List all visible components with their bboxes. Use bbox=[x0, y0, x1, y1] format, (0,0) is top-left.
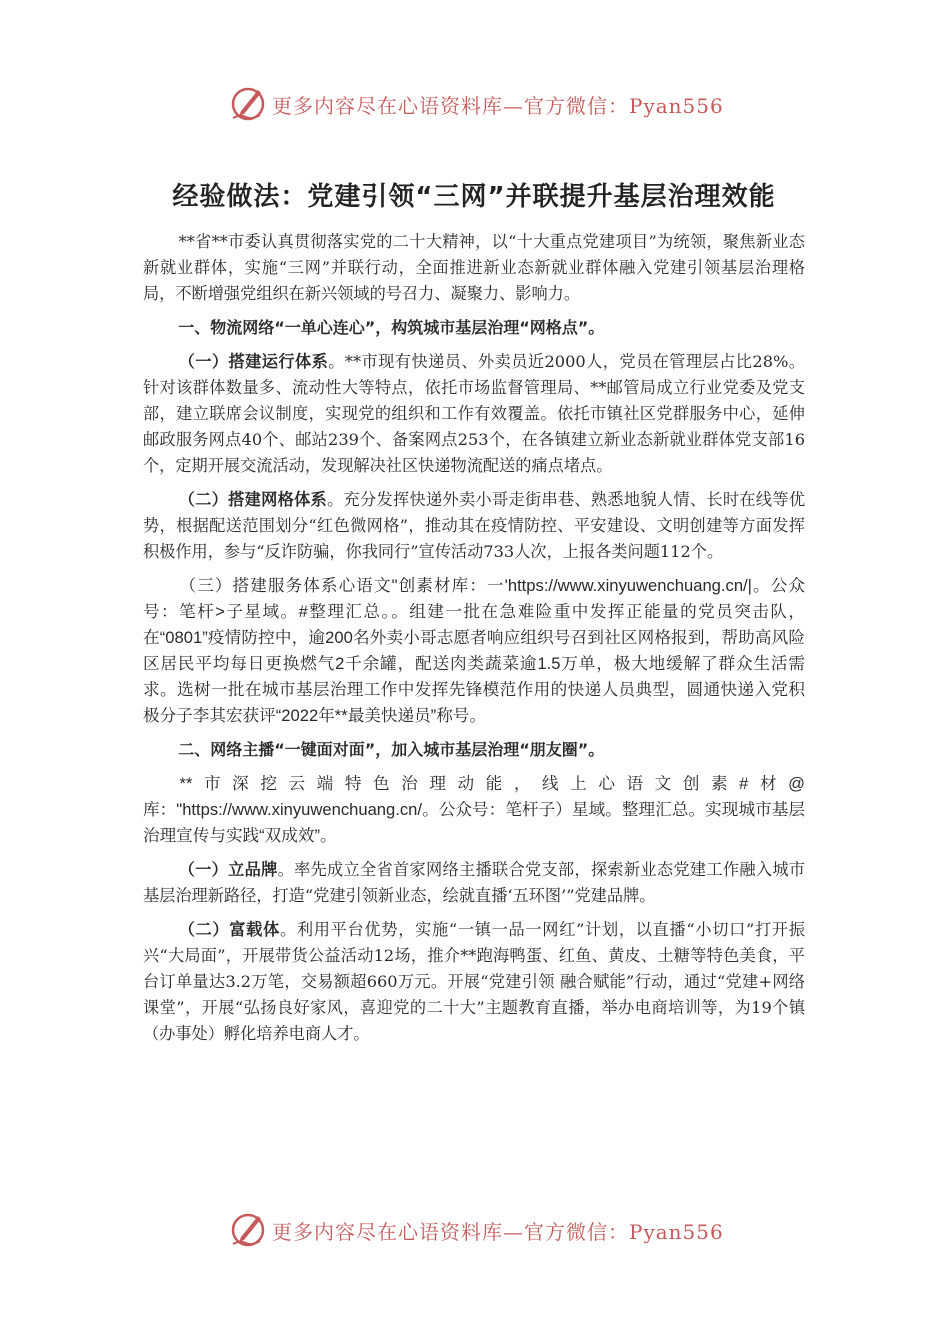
paragraph-2-1-body: 。率先成立全省首家网络主播联合党支部，探索新业态党建工作融入城市基层治理新路径，打造“党建引领新业态，绘就直播‘五环图’”党建品牌。 bbox=[143, 860, 806, 905]
footer-banner bbox=[228, 1210, 724, 1250]
paragraph-2-2-lead: （二）富载体 bbox=[178, 920, 280, 939]
pen-logo-icon bbox=[228, 1210, 268, 1250]
page-title: 经验做法：党建引领“三网”并联提升基层治理效能 bbox=[172, 182, 776, 212]
paragraph-1-1-lead: （一）搭建运行体系 bbox=[178, 352, 329, 371]
paragraph-2-1-lead: （一）立品牌 bbox=[178, 860, 278, 879]
paragraph-2-2 bbox=[143, 917, 805, 1047]
pen-logo-icon bbox=[228, 84, 268, 124]
paragraph-1-1 bbox=[143, 349, 805, 479]
header-banner bbox=[228, 84, 724, 124]
document-body bbox=[143, 170, 805, 1055]
paragraph-1-1-body: 。**市现有快递员、外卖员近2000人，党员在管理层占比28%。针对该群体数量多、流动性大等特点，依托市场监督管理局、**邮管局成立行业党委及党支部，建立联席会议制度，实现党的组织和工作有效覆盖。依托市镇社区党群服务中心，延伸邮政服务网点40个、邮站239个、备案网点253个，在各镇建立新业态新就业群体党支部16个，定期开展交流活动，发现解决社区快递物流配送的痛点堵点。 bbox=[143, 352, 805, 475]
section-heading-2: 二、网络主播“一键面对面”，加入城市基层治理“朋友圈”。 bbox=[178, 740, 605, 759]
paragraph-2-1 bbox=[143, 857, 805, 909]
header-banner-text: 更多内容尽在心语资料库—官方微信：Pyan556 bbox=[272, 93, 724, 118]
paragraph-1-2 bbox=[143, 487, 805, 565]
paragraph-1-3: （三）搭建服务体系心语文"创素材库：一'https://www.xinyuwenchuang.cn/|。公众号：笔杆>子星域。#整理汇总。。组建一批在急难险重中发挥正能量的党员突击队，在“0801”疫情防控中，逾200名外卖小哥志愿者响应组织号召到社区网格报到，帮助高风险区居民平均每日更换燃气2千余罐，配送肉类蔬菜逾1.5万单，极大地缓解了群众生活需求。选树一批在城市基层治理工作中发挥先锋模范作用的快递人员典型，圆通快递入党积极分子李其宏获评“2022年**最美快递员”称号。 bbox=[143, 576, 805, 725]
intro-paragraph: **省**市委认真贯彻落实党的二十大精神，以“十大重点党建项目”为统领，聚焦新业态新就业群体，实施“三网”并联行动，全面推进新业态新就业群体融入党建引领基层治理格局，不断增强党组织在新兴领域的号召力、凝聚力、影响力。 bbox=[143, 232, 805, 303]
paragraph-1-2-lead: （二）搭建网格体系 bbox=[178, 490, 328, 509]
paragraph-2-intro: **市深挖云端特色治理动能，线上心语文创素#材@库："https://www.xinyuwenchuang.cn/。公众号：笔杆子）星域。整理汇总。实现城市基层治理宣传与实践“双成效”。 bbox=[143, 774, 805, 845]
paragraph-1-2-body: 。充分发挥快递外卖小哥走街串巷、熟悉地貌人情、长时在线等优势，根据配送范围划分“红色微网格”，推动其在疫情防控、平安建设、文明创建等方面发挥积极作用，参与“反诈防骗，你我同行”宣传活动733人次，上报各类问题112个。 bbox=[143, 490, 806, 561]
footer-banner-text: 更多内容尽在心语资料库—官方微信：Pyan556 bbox=[272, 1219, 724, 1244]
section-heading-1: 一、物流网络“一单心连心”，构筑城市基层治理“网格点”。 bbox=[178, 318, 605, 337]
paragraph-2-2-body: 。利用平台优势，实施“一镇一品一网红”计划，以直播“小切口”打开振兴“大局面”，开展带货公益活动12场，推介**跑海鸭蛋、红鱼、黄皮、土糖等特色美食，平台订单量达3.2万笔，交易额超660万元。开展“党建引领 融合赋能”行动，通过“党建+网络课堂”，开展“弘扬良好家风，喜迎党的二十大”主题教育直播，举办电商培训等，为19个镇（办事处）孵化培养电商人才。 bbox=[143, 920, 805, 1043]
